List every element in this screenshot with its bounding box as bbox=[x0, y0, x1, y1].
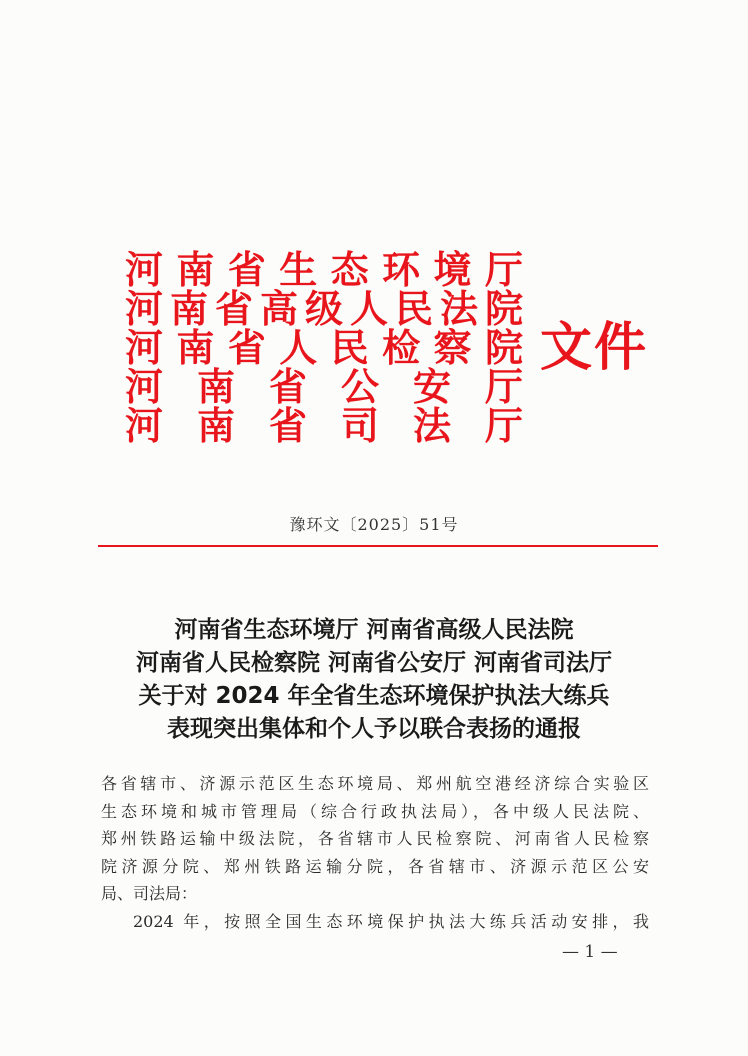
document-number: 豫环文〔2025〕51号 bbox=[289, 515, 459, 534]
red-divider-line bbox=[98, 545, 658, 547]
title-line: 河南省人民检察院 河南省公安厅 河南省司法厅 bbox=[135, 650, 612, 676]
agency-high-court: 河 南 省 高 级 人 民 法 院 bbox=[124, 286, 523, 331]
title-line: 河南省生态环境厅 河南省高级人民法院 bbox=[174, 617, 574, 643]
agency-public-security: 河 南 省 公 安 厅 bbox=[124, 364, 523, 409]
addressee-line: 郑州铁路运输中级法院，各省辖市人民检察院、河南省人民检察 bbox=[101, 829, 649, 848]
document-type-label: 文件 bbox=[540, 317, 649, 378]
issuing-agencies bbox=[124, 247, 524, 448]
addressee-line: 局、司法局： bbox=[101, 884, 198, 903]
document-title bbox=[0, 614, 748, 746]
agency-ecology-environment: 河 南 省 生 态 环 境 厅 bbox=[124, 247, 523, 292]
addressee-line: 院济源分院、郑州铁路运输分院，各省辖市、济源示范区公安 bbox=[101, 856, 649, 876]
body-paragraph: 2024 年，按照全国生态环境保护执法大练兵活动安排，我 bbox=[133, 911, 649, 931]
title-line: 关于对 2024 年全省生态环境保护执法大练兵 bbox=[138, 683, 610, 709]
agency-procuratorate: 河 南 省 人 民 检 察 院 bbox=[124, 325, 523, 370]
agency-justice: 河 南 省 司 法 厅 bbox=[124, 403, 523, 448]
addressee-line: 各省辖市、济源示范区生态环境局、郑州航空港经济综合实验区 bbox=[101, 774, 649, 793]
addressee-line: 生态环境和城市管理局（综合行政执法局），各中级人民法院、 bbox=[101, 801, 649, 821]
title-line: 表现突出集体和个人予以联合表扬的通报 bbox=[167, 716, 581, 742]
page-number: — 1 — bbox=[562, 942, 618, 962]
document-body bbox=[101, 770, 649, 935]
